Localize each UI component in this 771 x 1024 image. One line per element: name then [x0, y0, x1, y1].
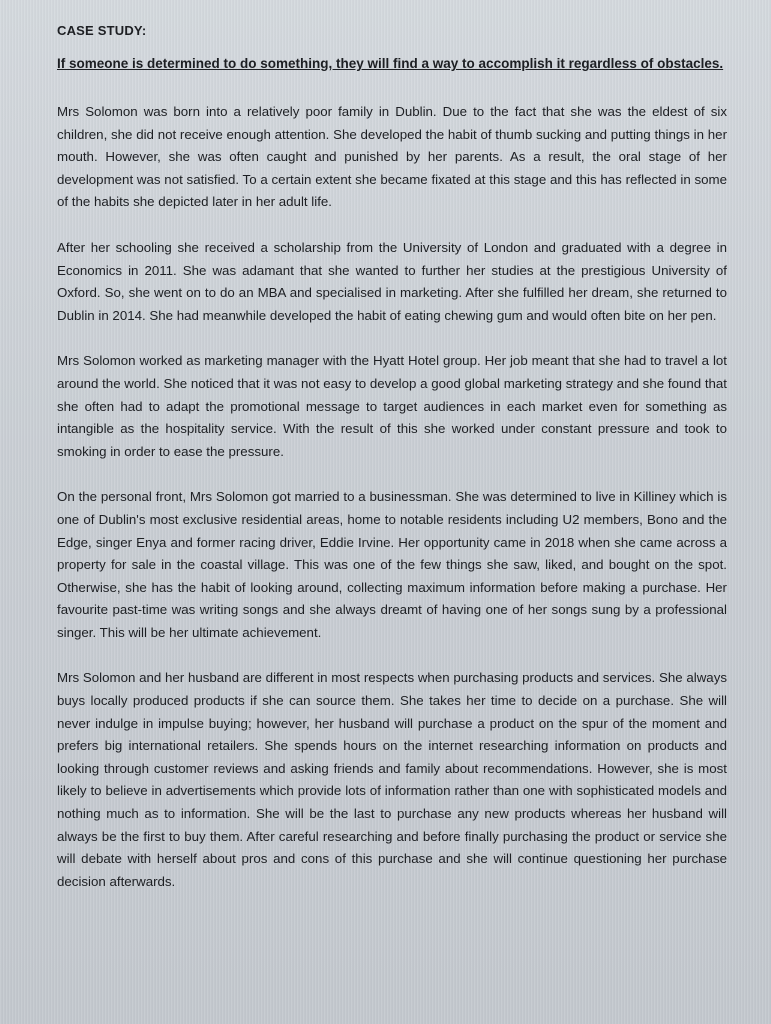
paragraph-1: Mrs Solomon was born into a relatively poor family in Dublin. Due to the fact that she was the eldest of six children, she did not receive enough attention. She developed the habit of thumb sucking and putting things in her mouth. However, she was often caught and punished by her parents. As a result, the oral stage of her development was not satisfied. To a certain extent she became fixated at this stage and this has reflected in some of the habits she depicted later in her adult life. — [57, 104, 727, 210]
paragraph-5: Mrs Solomon and her husband are different in most respects when purchasing products and services. She always buys locally produced products if she can source them. She takes her time to decide on a purchase. She will never indulge in impulse buying; however, her husband will purchase a product on the spur of the moment and prefers big international retailers. She spends hours on the internet researching information on products and looking through customer reviews and asking friends and family about recommendations. However, she is most likely to believe in advertisements which provide lots of information rather than one with sophisticated models and nothing much as to information. She will be the last to purchase any new products whereas her husband will always be the first to buy them. After careful researching and before finally purchasing the product or service she will debate with herself about pros and cons of this purchase and she will continue questioning her purchase decision afterwards. — [57, 670, 727, 889]
case-study-heading: CASE STUDY: — [57, 23, 147, 38]
paragraph-4: On the personal front, Mrs Solomon got married to a businessman. She was determined to live in Killiney which is one of Dublin's most exclusive residential areas, home to notable residents including U2 members, Bono and the Edge, singer Enya and former racing driver, Eddie Irvine. Her opportunity came in 2018 when she came across a property for sale in the coastal village. This was one of the few things she saw, liked, and bought on the spot. Otherwise, she has the habit of looking around, collecting maximum information before making a purchase. Her favourite past-time was writing songs and she always dreamt of having one of her songs sung by a professional singer. This will be her ultimate achievement. — [57, 489, 727, 640]
case-study-subtitle: If someone is determined to do something, they will find a way to accomplish it regardless of obstacles. — [57, 56, 724, 71]
paragraph-3: Mrs Solomon worked as marketing manager with the Hyatt Hotel group. Her job meant that she had to travel a lot around the world. She noticed that it was not easy to develop a good global marketing strategy and she found that she often had to adapt the promotional message to target audiences in each market even for something as intangible as the hospitality service. With the result of this she worked under constant pressure and took to smoking in order to ease the pressure. — [57, 353, 727, 459]
paragraph-2: After her schooling she received a scholarship from the University of London and graduated with a degree in Economics in 2011. She was adamant that she wanted to further her studies at the prestigious University of Oxford. So, she went on to do an MBA and specialised in marketing. After she fulfilled her dream, she returned to Dublin in 2014. She had meanwhile developed the habit of eating chewing gum and would often bite on her pen. — [57, 239, 727, 323]
